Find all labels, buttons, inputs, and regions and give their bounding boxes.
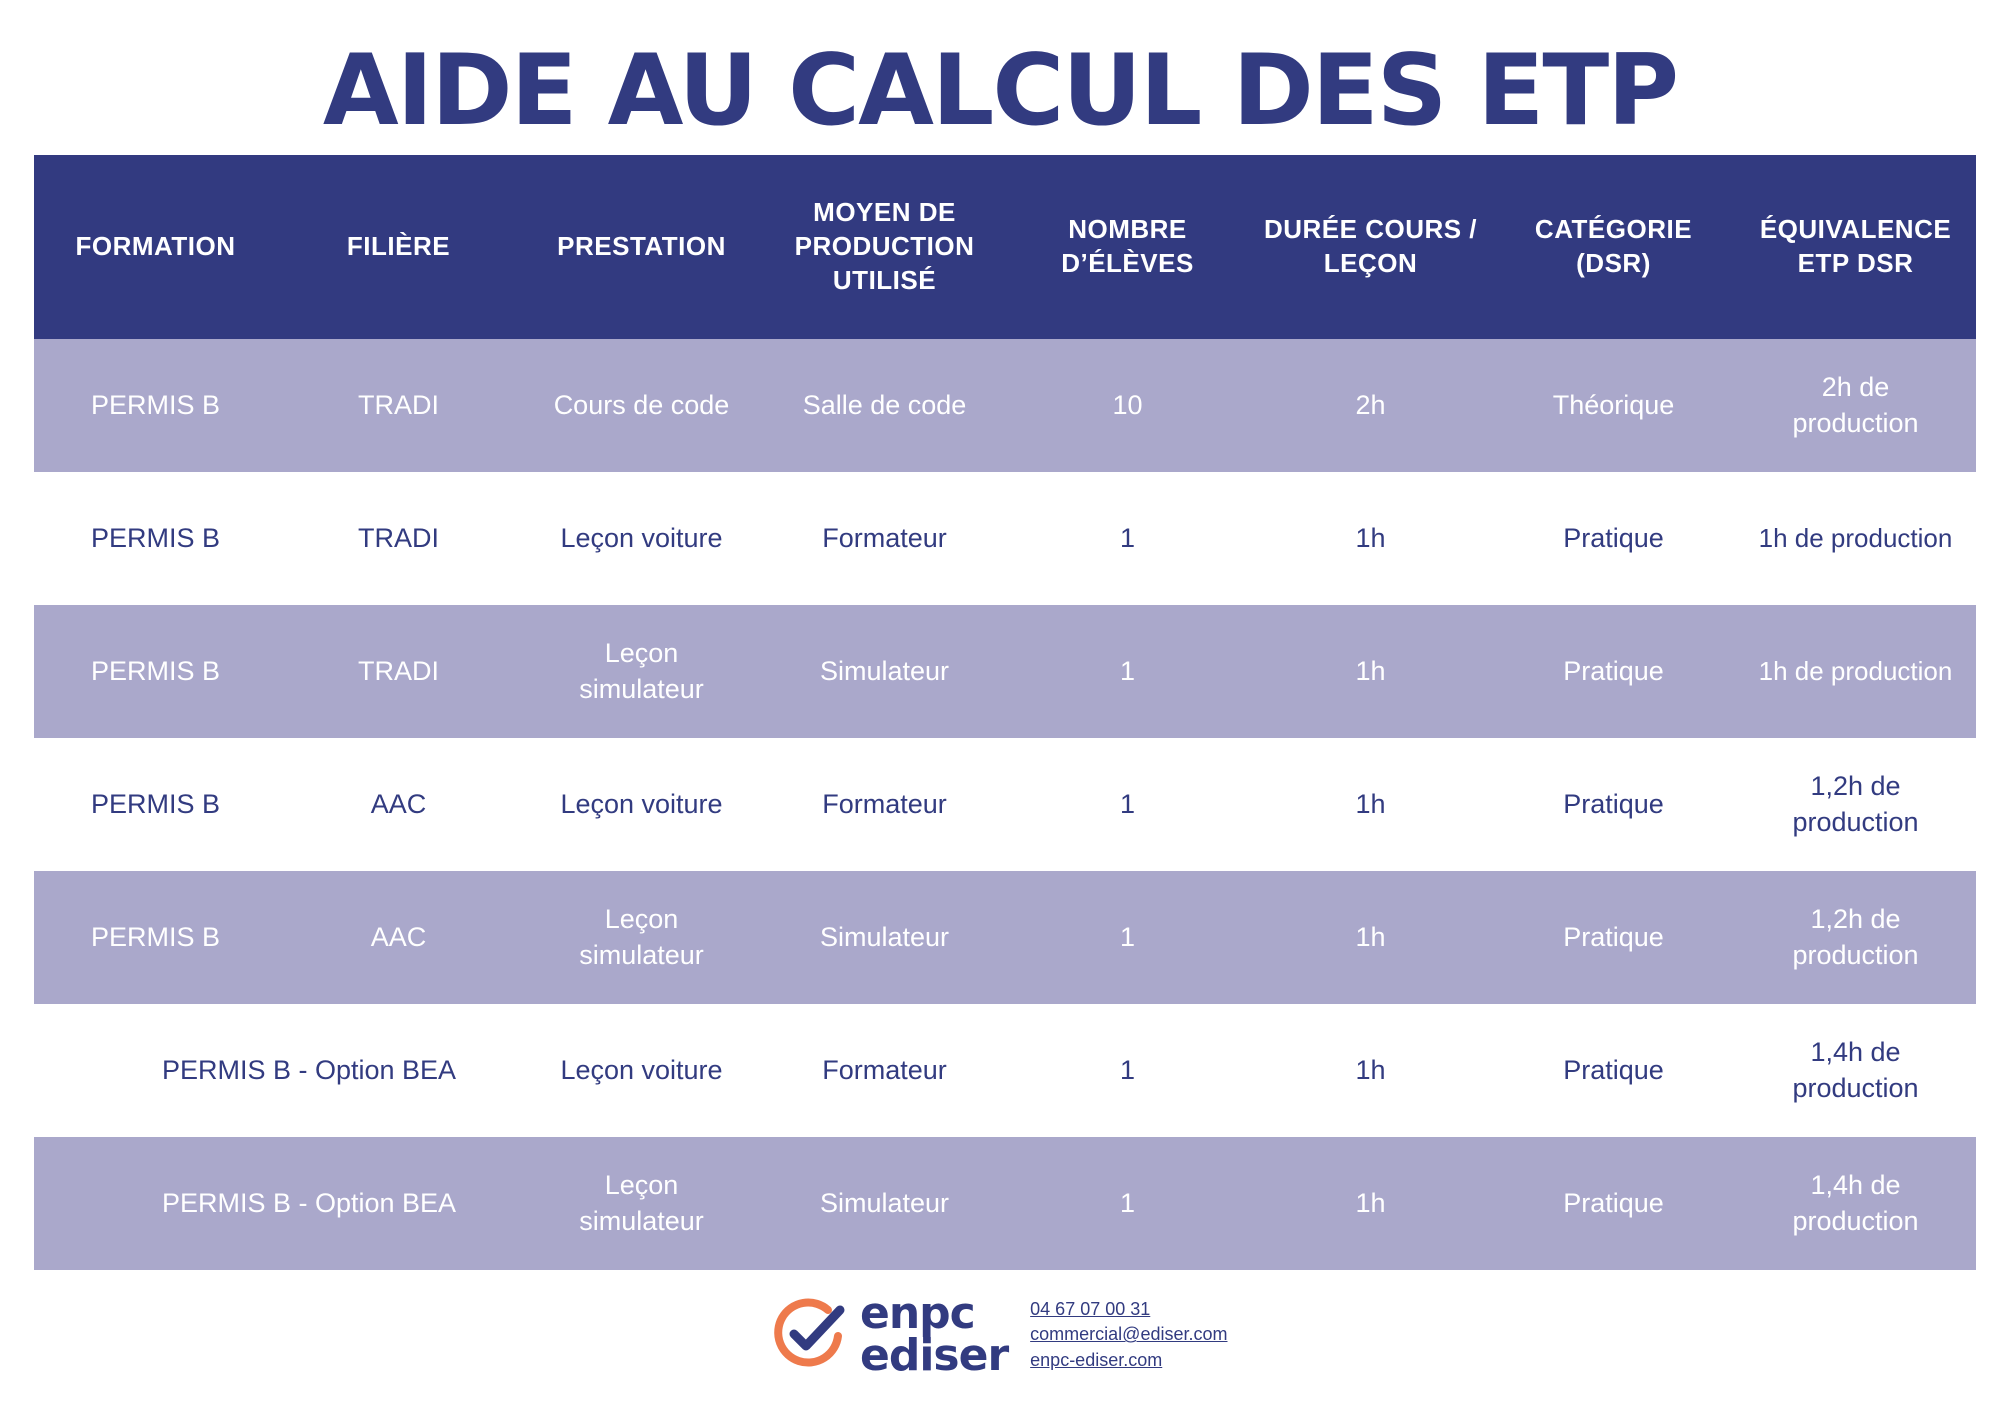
cell-prestation: Leçon simulateur — [579, 1170, 704, 1236]
logo-line-enpc: enpc — [860, 1288, 975, 1340]
cell-filiere: TRADI — [358, 389, 439, 420]
header-equivalence: ÉQUIVALENCE ETP DSR — [1759, 214, 1952, 278]
cell-formation: PERMIS B — [90, 788, 221, 819]
table-header — [34, 155, 1976, 339]
cell-duree: 1h — [1355, 1054, 1386, 1085]
cell-duree: 2h — [1355, 389, 1386, 420]
cell-filiere: AAC — [370, 921, 427, 952]
header-eleves: NOMBRE D’ÉLÈVES — [1061, 214, 1194, 278]
table-row — [34, 605, 1976, 738]
cell-eleves: 1 — [1119, 921, 1136, 952]
cell-equivalence: 1,2h de production — [1792, 904, 1919, 970]
table-row — [34, 871, 1976, 1004]
cell-categorie: Pratique — [1563, 1054, 1664, 1085]
table-row — [34, 1137, 1976, 1270]
cell-categorie: Pratique — [1563, 522, 1664, 553]
header-moyen: MOYEN DE PRODUCTION UTILISÉ — [794, 197, 975, 295]
header-filiere: FILIÈRE — [346, 231, 451, 262]
cell-prestation: Cours de code — [553, 389, 730, 420]
table-row — [34, 1004, 1976, 1137]
cell-equivalence: 1,4h de production — [1792, 1037, 1919, 1103]
cell-eleves: 1 — [1119, 1187, 1136, 1218]
cell-formation-filiere: PERMIS B - Option BEA — [161, 1054, 457, 1085]
logo-line-ediser: ediser — [860, 1330, 1009, 1381]
cell-formation-filiere: PERMIS B - Option BEA — [161, 1187, 457, 1218]
cell-duree: 1h — [1355, 522, 1386, 553]
cell-categorie: Théorique — [1552, 389, 1675, 420]
cell-eleves: 1 — [1119, 788, 1136, 819]
cell-equivalence: 2h de production — [1792, 372, 1919, 438]
table-row — [34, 472, 1976, 605]
phone-link[interactable]: 04 67 07 00 31 — [1030, 1298, 1151, 1319]
cell-filiere: TRADI — [358, 522, 439, 553]
brand-logo — [860, 1288, 1009, 1381]
cell-duree: 1h — [1355, 1187, 1386, 1218]
cell-formation: PERMIS B — [90, 921, 221, 952]
cell-eleves: 10 — [1112, 389, 1143, 420]
check-circle-icon — [770, 1296, 848, 1374]
contact-links — [1030, 1298, 1227, 1372]
website-link[interactable]: enpc-ediser.com — [1030, 1349, 1163, 1370]
etp-table — [34, 155, 1976, 1270]
cell-equivalence: 1h de production — [1758, 655, 1953, 686]
cell-formation: PERMIS B — [90, 389, 221, 420]
cell-categorie: Pratique — [1563, 1187, 1664, 1218]
cell-equivalence: 1,2h de production — [1792, 771, 1919, 837]
cell-moyen: Salle de code — [802, 389, 967, 420]
cell-prestation: Leçon voiture — [560, 522, 723, 553]
cell-equivalence: 1,4h de production — [1792, 1170, 1919, 1236]
cell-moyen: Formateur — [822, 522, 947, 553]
header-duree: DURÉE COURS / LEÇON — [1263, 214, 1478, 278]
cell-categorie: Pratique — [1563, 788, 1664, 819]
cell-prestation: Leçon voiture — [560, 788, 723, 819]
cell-formation: PERMIS B — [90, 522, 221, 553]
cell-moyen: Formateur — [822, 788, 947, 819]
header-prestation: PRESTATION — [557, 231, 726, 262]
cell-eleves: 1 — [1119, 655, 1136, 686]
cell-duree: 1h — [1355, 921, 1386, 952]
cell-filiere: TRADI — [358, 655, 439, 686]
cell-duree: 1h — [1355, 788, 1386, 819]
cell-categorie: Pratique — [1563, 921, 1664, 952]
page-title: AIDE AU CALCUL DES ETP — [322, 34, 1678, 148]
cell-moyen: Formateur — [822, 1054, 947, 1085]
cell-prestation: Leçon simulateur — [579, 638, 704, 704]
cell-formation: PERMIS B — [90, 655, 221, 686]
email-link[interactable]: commercial@ediser.com — [1030, 1324, 1228, 1345]
cell-moyen: Simulateur — [819, 655, 950, 686]
footer — [770, 1290, 1227, 1380]
cell-moyen: Simulateur — [819, 921, 950, 952]
cell-eleves: 1 — [1119, 522, 1136, 553]
table-row — [34, 339, 1976, 472]
cell-moyen: Simulateur — [819, 1187, 950, 1218]
table-row — [34, 738, 1976, 871]
header-categorie: CATÉGORIE (DSR) — [1534, 214, 1693, 278]
header-formation: FORMATION — [75, 231, 236, 262]
cell-prestation: Leçon simulateur — [579, 904, 704, 970]
cell-filiere: AAC — [370, 788, 427, 819]
cell-eleves: 1 — [1119, 1054, 1136, 1085]
cell-duree: 1h — [1355, 655, 1386, 686]
cell-categorie: Pratique — [1563, 655, 1664, 686]
cell-prestation: Leçon voiture — [560, 1054, 723, 1085]
cell-equivalence: 1h de production — [1758, 522, 1953, 553]
